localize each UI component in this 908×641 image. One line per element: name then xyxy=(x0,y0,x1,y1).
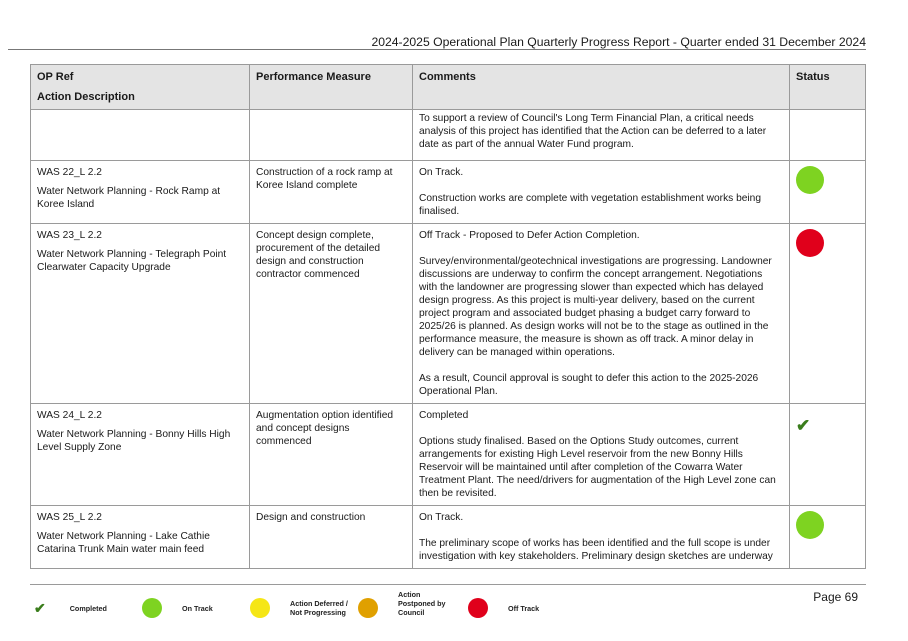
cell-ref xyxy=(31,161,250,224)
cell-ref xyxy=(31,506,250,569)
cell-status xyxy=(790,161,866,224)
op-ref: WAS 23_L 2.2 xyxy=(37,230,102,241)
legend-label: Completed xyxy=(69,603,107,613)
legend-item-off-track xyxy=(468,594,539,622)
progress-table xyxy=(30,64,866,569)
header-divider xyxy=(8,49,866,50)
page-number: Page 69 xyxy=(813,590,858,604)
action-description: Water Network Planning - Rock Ramp at Koree Island xyxy=(37,186,221,210)
performance-measure: Design and construction xyxy=(250,506,413,569)
table-row xyxy=(31,224,866,404)
comment-status-line: On Track. xyxy=(419,512,464,523)
table-row xyxy=(31,506,866,569)
legend-item-on-track xyxy=(142,594,213,622)
cell-status xyxy=(790,404,866,506)
cell-ref xyxy=(31,224,250,404)
cell-comments: To support a review of Council's Long Term Financial Plan, a critical needs analysis of this project has identified that the Action can be deferred to a later date as part of the annual Water Fund program. xyxy=(413,110,790,161)
comment-paragraph: The preliminary scope of works has been identified and the full scope is under investigation with key stakeholders. Preliminary design sketches are underway xyxy=(419,538,773,562)
comment-status-line: Off Track - Proposed to Defer Action Completion. xyxy=(419,230,640,241)
header-performance-measure: Performance Measure xyxy=(250,65,413,110)
cell-status xyxy=(790,506,866,569)
action-description: Water Network Planning - Bonny Hills High Level Supply Zone xyxy=(37,429,231,453)
cell-ref xyxy=(31,404,250,506)
op-ref: WAS 22_L 2.2 xyxy=(37,167,102,178)
op-ref: WAS 24_L 2.2 xyxy=(37,410,102,421)
cell-ref xyxy=(31,110,250,161)
off-track-dot-icon xyxy=(468,598,488,618)
on-track-status-dot xyxy=(796,511,824,539)
table-row-continuation xyxy=(31,110,866,161)
legend-label: Action Postponed by Council xyxy=(398,589,446,617)
legend-label: On Track xyxy=(182,603,213,613)
header-op-ref xyxy=(31,65,250,110)
header-comments: Comments xyxy=(413,65,790,110)
cell-measure xyxy=(250,110,413,161)
performance-measure: Augmentation option identified and concept designs commenced xyxy=(250,404,413,506)
performance-measure: Construction of a rock ramp at Koree Island complete xyxy=(250,161,413,224)
header-status: Status xyxy=(790,65,866,110)
deferred-dot-icon xyxy=(250,598,270,618)
header-op-ref-label: OP Ref xyxy=(37,71,74,83)
cell-comments xyxy=(413,161,790,224)
report-title: 2024-2025 Operational Plan Quarterly Progress Report - Quarter ended 31 December 2024 xyxy=(371,35,866,49)
postponed-dot-icon xyxy=(358,598,378,618)
checkmark-icon: ✔ xyxy=(34,599,46,616)
comment-paragraph: Survey/environmental/geotechnical investigations are progressing. Landowner discussions are underway to confirm the concept arrangement. Negotiations with the landowner are progressing slower than expected which has delayed design progress. As this project is multi-year delivery, based on the current project program and associated budget phasing a budget carry forward to 2025/26 is planned. As design works will not be to the stage as outlined in the performance measure, the measure is shown as off track. A minor delay in delivery can be managed within operations. xyxy=(419,256,772,358)
comment-paragraph: Construction works are complete with vegetation establishment works being finalised. xyxy=(419,193,762,217)
comment-paragraph: Options study finalised. Based on the Options Study outcomes, current arrangements for existing High Level reservoir from the new Bonny Hills Reservoir will be maintained until after completion of the Cowarra Water Treatment Plant. The need/drivers for augmentation of the High Level zone can then be revisited. xyxy=(419,436,776,499)
header-action-description: Action Description xyxy=(37,91,135,103)
footer-divider xyxy=(30,584,866,585)
comment-status-line: Completed xyxy=(419,410,469,421)
cell-status xyxy=(790,224,866,404)
legend-label: Action Deferred / Not Progressing xyxy=(290,599,348,617)
performance-measure: Concept design complete, procurement of the detailed design and construction contractor commenced xyxy=(250,224,413,404)
cell-status xyxy=(790,110,866,161)
table-row xyxy=(31,161,866,224)
on-track-dot-icon xyxy=(142,598,162,618)
table-row xyxy=(31,404,866,506)
legend-item-completed xyxy=(34,594,107,622)
status-legend xyxy=(34,589,594,629)
action-description: Water Network Planning - Telegraph Point Clearwater Capacity Upgrade xyxy=(37,249,227,273)
cell-comments xyxy=(413,506,790,569)
cell-comments xyxy=(413,404,790,506)
legend-label: Off Track xyxy=(508,603,540,613)
comment-paragraph: As a result, Council approval is sought to defer this action to the 2025-2026 Operational Plan. xyxy=(419,373,759,397)
table-header-row xyxy=(31,65,866,110)
off-track-status-dot xyxy=(796,229,824,257)
op-ref: WAS 25_L 2.2 xyxy=(37,512,102,523)
legend-item-postponed xyxy=(358,589,452,617)
action-description: Water Network Planning - Lake Cathie Catarina Trunk Main water main feed xyxy=(37,531,210,555)
on-track-status-dot xyxy=(796,166,824,194)
comment-status-line: On Track. xyxy=(419,167,464,178)
cell-comments xyxy=(413,224,790,404)
legend-item-deferred xyxy=(250,594,354,622)
checkmark-icon: ✔ xyxy=(796,416,811,435)
